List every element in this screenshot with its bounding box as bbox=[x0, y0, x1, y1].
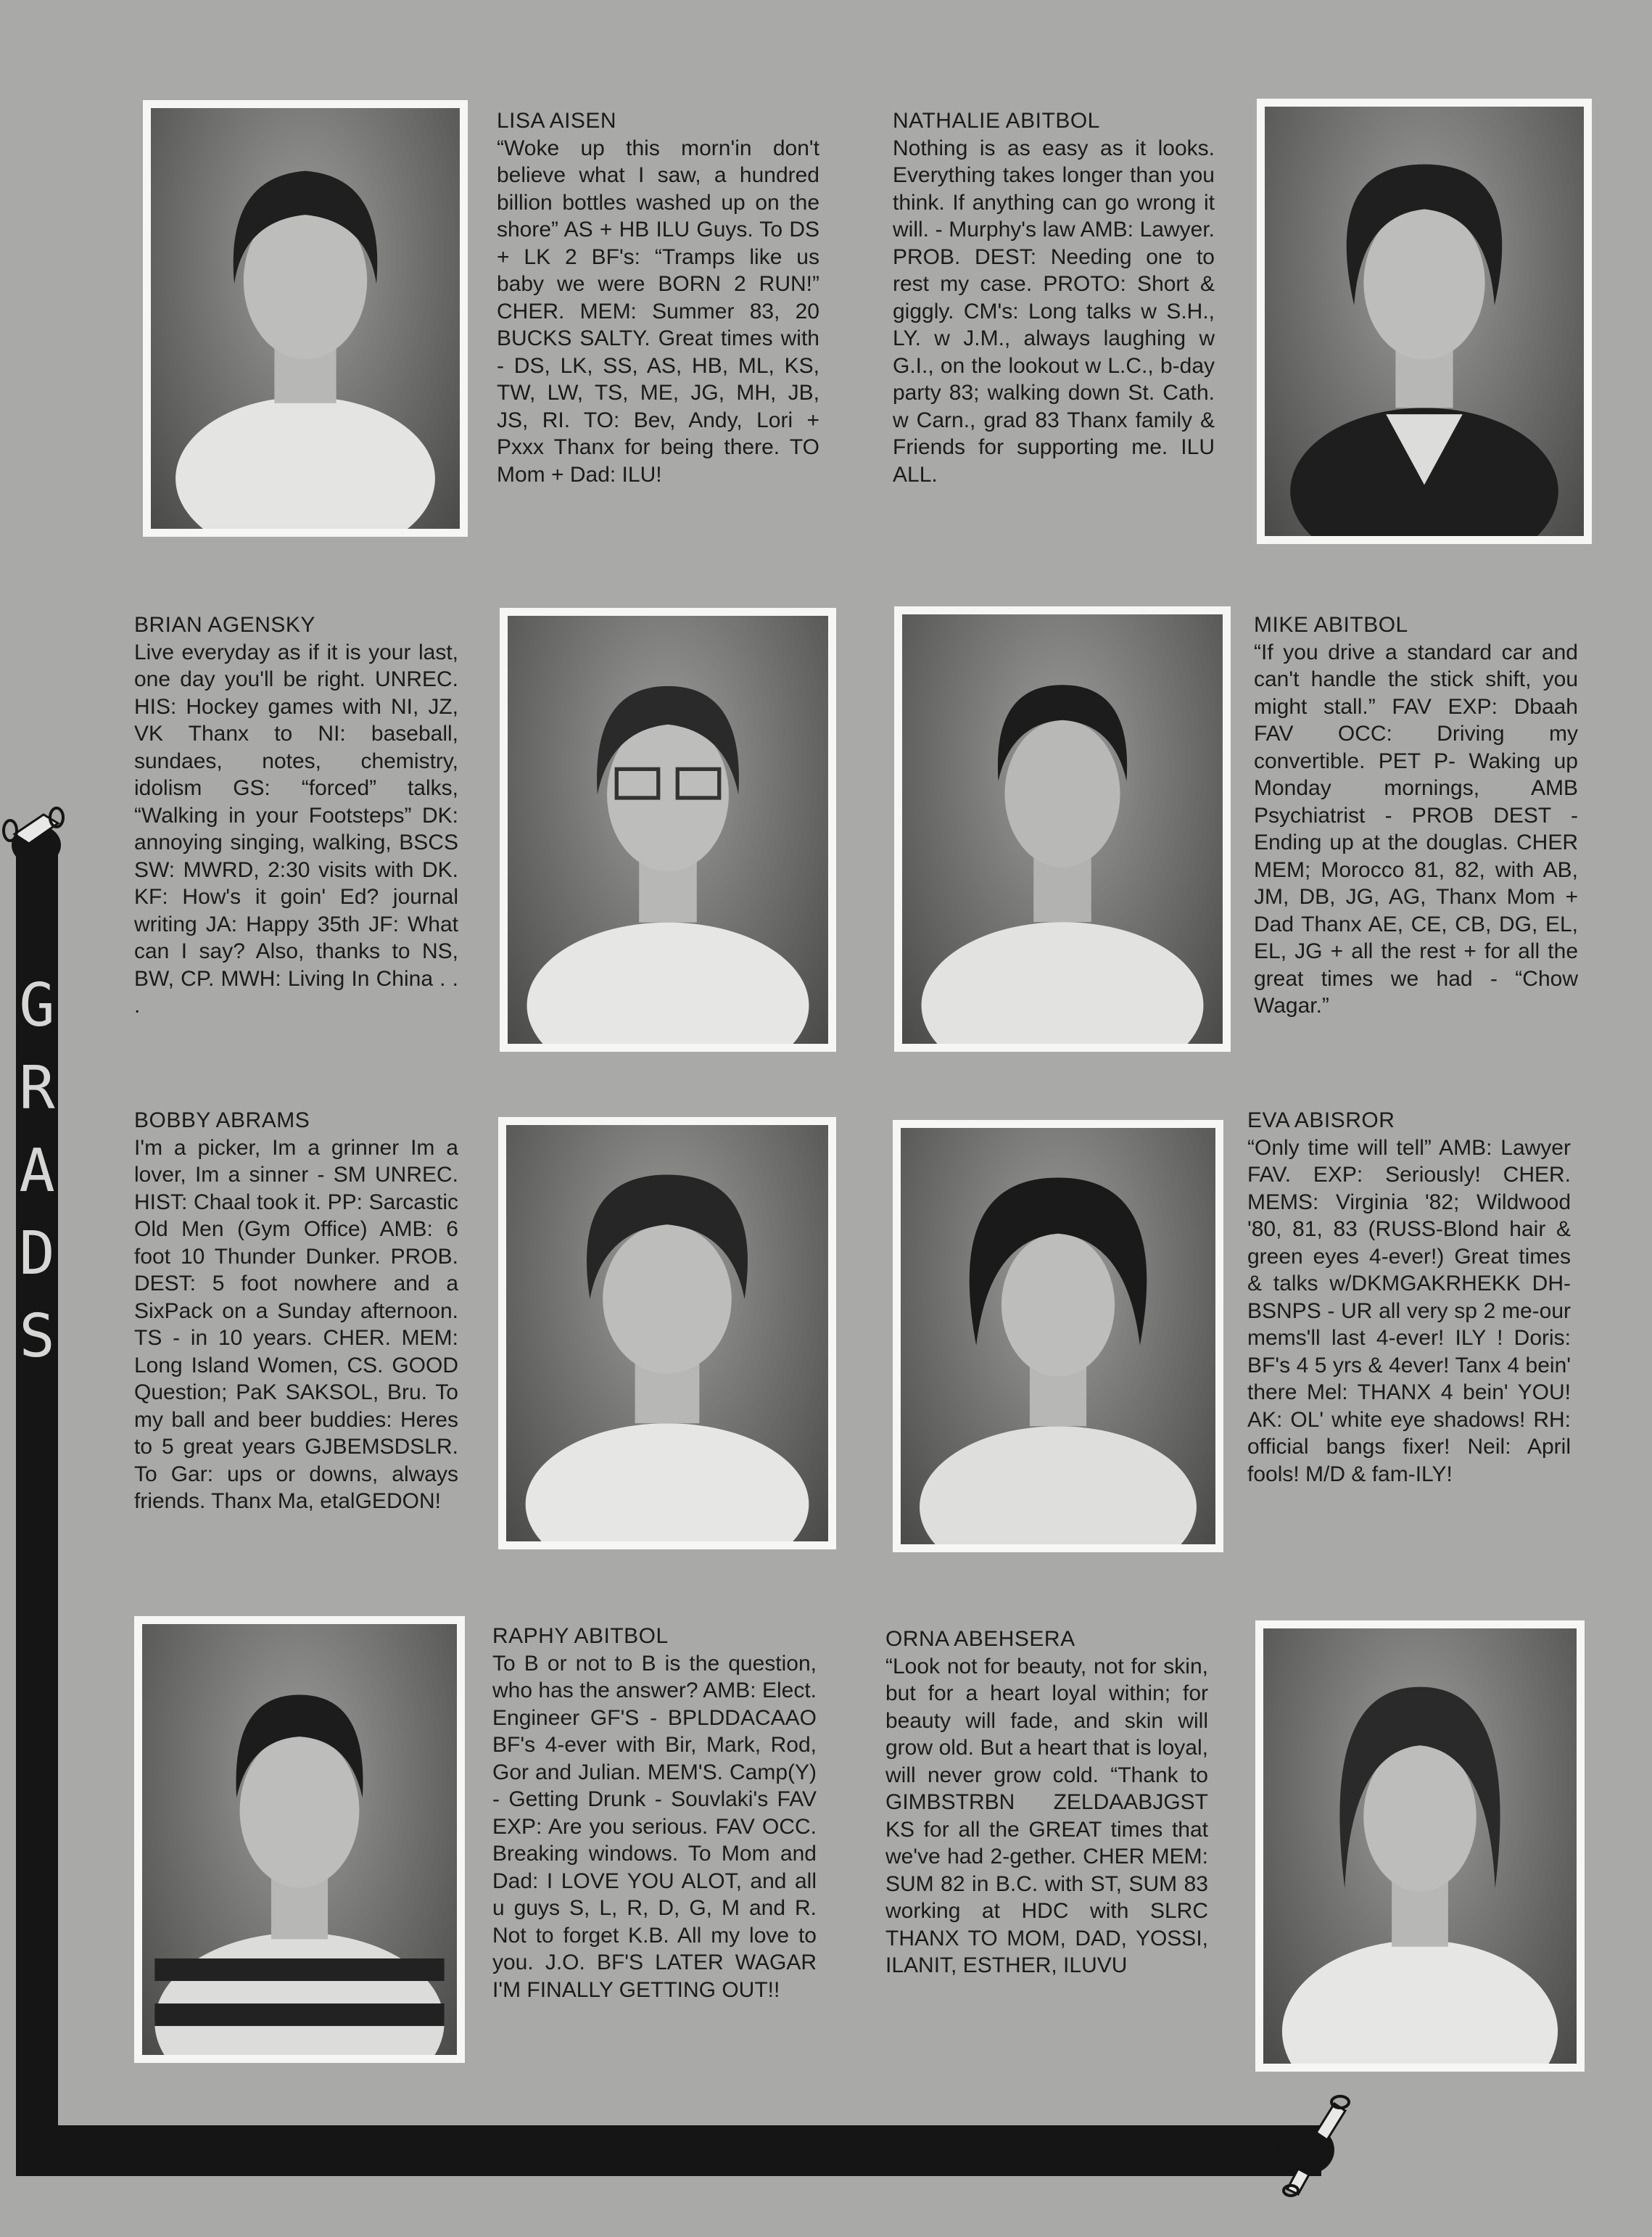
student-name: RAPHY ABITBOL bbox=[492, 1624, 669, 1648]
student-writeup: “Woke up this morn'in don't believe what I saw, a hundred billion bottles washed up on the shore” AS + HB ILU Guys. To DS + LK 2 BF's: “Tramps like us baby we were BORN 2 RUN!” CHER. MEM: Summer 83, 20 BUCKS SALTY. Great times with - DS, LK, SS, AS, HB, ML, KS, TW, LW, TS, ME, JG, MH, JB, JS, RI. TO: Bev, Andy, Lori + Pxxx Thanx for being there. TO Mom + Dad: ILU! bbox=[497, 136, 819, 487]
bio-lisa-aisen bbox=[497, 107, 819, 488]
portrait-photo-nathalie-abitbol bbox=[1257, 99, 1592, 544]
portrait-photo-eva-abisror bbox=[893, 1120, 1223, 1552]
grads-bottom-bar bbox=[16, 2125, 1321, 2176]
grads-letter: D bbox=[19, 1219, 55, 1288]
bio-orna-abehsera bbox=[885, 1626, 1208, 1979]
portrait-photo-orna-abehsera bbox=[1255, 1620, 1585, 2072]
grads-letter: G bbox=[19, 971, 55, 1040]
hand-diploma-bottom-icon bbox=[1247, 2089, 1356, 2198]
student-writeup: Nothing is as easy as it looks. Everything takes longer than you think. If anything can go wrong it will. - Murphy's law AMB: Lawyer. PROB. DEST: Needing one to rest my case. PROTO: Short & giggly. CM's: Long talks w S.H., LY. w J.M., always laughing w G.I., on the lookout w L.C., b-day party 83; walking down St. Cath. w Carn., grad 83 Thanx family & Friends for supporting me. ILU ALL. bbox=[893, 136, 1215, 487]
student-name: BRIAN AGENSKY bbox=[134, 613, 315, 637]
grads-letter: A bbox=[19, 1137, 55, 1206]
bio-eva-abisror bbox=[1247, 1107, 1571, 1488]
bio-bobby-abrams bbox=[134, 1107, 458, 1515]
portrait-photo-lisa-aisen bbox=[143, 100, 468, 537]
portrait-photo-mike-abitbol bbox=[894, 606, 1231, 1052]
bio-raphy-abitbol bbox=[492, 1623, 817, 2003]
student-writeup: To B or not to B is the question, who has the answer? AMB: Elect. Engineer GF'S - BPLDDACAAO BF's 4-ever with Bir, Mark, Rod, Gor and Julian. MEM'S. Camp(Y) - Getting Drunk - Souvlaki's FAV EXP: Are you serious. FAV OCC. Breaking windows. To Mom and Dad: I LOVE YOU ALOT, and all u guys S, L, R, D, G, M and R. Not to forget K.B. All my love to you. J.O. BF'S LATER WAGAR I'M FINALLY GETTING OUT!! bbox=[492, 1651, 817, 2002]
bio-nathalie-abitbol bbox=[893, 107, 1215, 488]
portrait-photo-brian-agensky bbox=[500, 608, 836, 1052]
portrait-photo-bobby-abrams bbox=[498, 1117, 836, 1549]
student-name: MIKE ABITBOL bbox=[1254, 613, 1408, 637]
student-name: LISA AISEN bbox=[497, 109, 617, 133]
student-name: NATHALIE ABITBOL bbox=[893, 109, 1100, 133]
student-writeup: I'm a picker, Im a grinner Im a lover, Im a sinner - SM UNREC. HIST: Chaal took it. PP: Sarcastic Old Men (Gym Office) AMB: 6 foot 10 Thunder Dunker. PROB. DEST: 5 foot nowhere and a SixPack on a Sunday afternoon. TS - in 10 years. CHER. MEM: Long Island Women, CS. GOOD Question; PaK SAKSOL, Bru. To my ball and beer buddies: Heres to 5 great years GJBEMSDSLR. To Gar: ups or downs, always friends. Thanx Ma, etalGEDON! bbox=[134, 1135, 458, 1513]
bio-brian-agensky bbox=[134, 611, 458, 1020]
hand-diploma-top-icon bbox=[0, 802, 102, 896]
student-writeup: Live everyday as if it is your last, one day you'll be right. UNREC. HIS: Hockey games with NI, JZ, VK Thanx to NI: baseball, sundaes, notes, chemistry, idolism GS: “forced” talks, “Walking in your Footsteps” DK: annoying singing, walking, BSCS SW: MWRD, 2:30 visits with DK. KF: How's it goin' Ed? journal writing JA: Happy 35th JF: What can I say? Also, thanks to NS, BW, CP. MWH: Living In China . . . bbox=[134, 640, 458, 1018]
student-name: EVA ABISROR bbox=[1247, 1108, 1395, 1132]
grads-letter: S bbox=[19, 1302, 55, 1371]
student-name: BOBBY ABRAMS bbox=[134, 1108, 310, 1132]
portrait-photo-raphy-abitbol bbox=[134, 1616, 465, 2063]
student-writeup: “Look not for beauty, not for skin, but for a heart loyal within; for beauty will fade, and skin will grow old. But a heart that is loyal, will never grow cold. “Thank to GIMBSTRBN ZELDAABJGST KS for all the GREAT times that we've had 2-gether. CHER MEM: SUM 82 in B.C. with ST, SUM 83 working at HDC with SLRC THANX TO MOM, DAD, YOSSI, ILANIT, ESTHER, ILUVU bbox=[885, 1654, 1208, 1977]
grads-letter: R bbox=[19, 1054, 55, 1123]
student-writeup: “Only time will tell” AMB: Lawyer FAV. EXP: Seriously! CHER. MEMS: Virginia '82; Wildwood '80, 81, 83 (RUSS-Blond hair & green eyes 4-ever!) Great times & talks w/DKMGAKRHEKK DH-BSNPS - UR all very sp 2 me-our mems'll last 4-ever! ILY ! Doris: BF's 4 5 yrs & 4ever! Tanx 4 bein' there Mel: THANX 4 bein' YOU! AK: OL' white eye shadows! RH: official bangs fixer! Neil: April fools! M/D & fam-ILY! bbox=[1247, 1135, 1571, 1486]
grads-label bbox=[16, 965, 58, 1378]
bio-mike-abitbol bbox=[1254, 611, 1578, 1020]
student-writeup: “If you drive a standard car and can't handle the stick shift, you might stall.” FAV EXP: Dbaah FAV OCC: Driving my convertible. PET P- Waking up Monday mornings, AMB Psychiatrist - PROB DEST - Ending up at the douglas. CHER MEM; Morocco 81, 82, with AB, JM, DB, JG, AG, Thanx Mom + Dad Thanx AE, CE, CB, DG, EL, EL, JG + all the rest + for all the great times we had - “Chow Wagar.” bbox=[1254, 640, 1578, 1018]
student-name: ORNA ABEHSERA bbox=[885, 1627, 1075, 1651]
